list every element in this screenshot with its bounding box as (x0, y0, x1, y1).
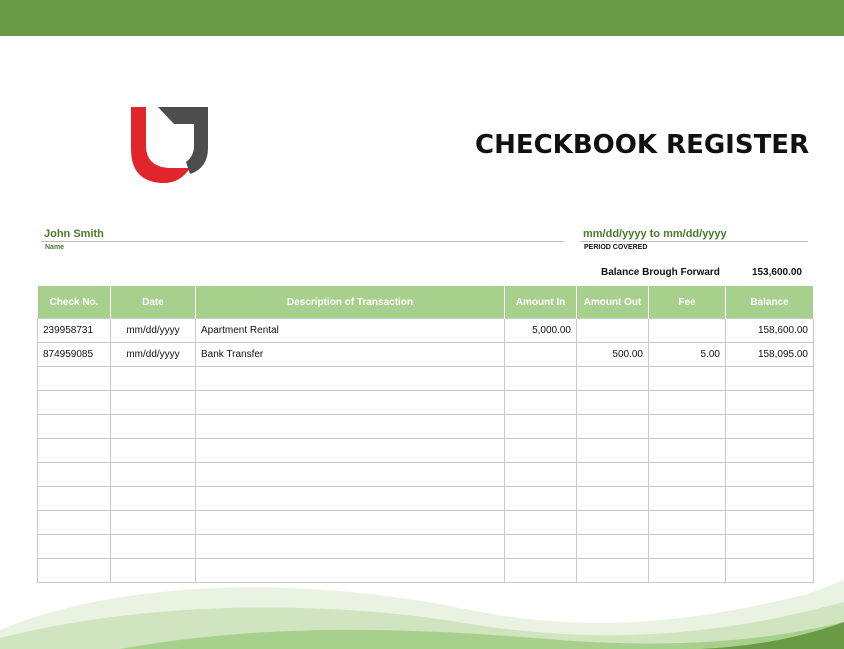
cell-description[interactable]: Bank Transfer (196, 343, 505, 367)
cell-balance[interactable] (726, 511, 814, 535)
cell-check-no[interactable] (38, 535, 111, 559)
period-value: mm/dd/yyyy to mm/dd/yyyy (583, 228, 727, 240)
cell-balance[interactable] (726, 415, 814, 439)
company-logo (128, 104, 212, 186)
cell-description[interactable] (196, 487, 505, 511)
col-date: Date (111, 286, 196, 319)
table-row (38, 487, 814, 511)
table-row (38, 415, 814, 439)
page-title: CHECKBOOK REGISTER (475, 130, 810, 160)
cell-balance[interactable] (726, 487, 814, 511)
cell-fee[interactable] (649, 439, 726, 463)
cell-date[interactable] (111, 511, 196, 535)
cell-date[interactable] (111, 439, 196, 463)
table-row (38, 439, 814, 463)
period-underline (580, 241, 808, 242)
cell-description[interactable] (196, 439, 505, 463)
table-row (38, 367, 814, 391)
cell-description[interactable] (196, 511, 505, 535)
cell-description[interactable] (196, 463, 505, 487)
cell-check-no[interactable] (38, 415, 111, 439)
footer-swoosh (0, 580, 844, 649)
balance-forward-value: 153,600.00 (751, 267, 802, 278)
cell-date[interactable] (111, 391, 196, 415)
header-row (38, 286, 814, 319)
table-row (38, 535, 814, 559)
period-field[interactable] (580, 228, 808, 251)
cell-date[interactable]: mm/dd/yyyy (111, 319, 196, 343)
cell-fee[interactable]: 5.00 (649, 343, 726, 367)
cell-fee[interactable] (649, 535, 726, 559)
cell-fee[interactable] (649, 319, 726, 343)
cell-amount-out[interactable] (577, 439, 649, 463)
balance-forward-label: Balance Brough Forward (601, 267, 720, 278)
cell-balance[interactable] (726, 391, 814, 415)
cell-description[interactable] (196, 391, 505, 415)
cell-description[interactable] (196, 535, 505, 559)
col-description: Description of Transaction (196, 286, 505, 319)
cell-amount-out[interactable] (577, 319, 649, 343)
cell-balance[interactable] (726, 367, 814, 391)
table-row (38, 511, 814, 535)
cell-date[interactable] (111, 559, 196, 583)
col-check-no: Check No. (38, 286, 111, 319)
cell-description[interactable]: Apartment Rental (196, 319, 505, 343)
table-row (38, 319, 814, 343)
cell-amount-out[interactable] (577, 463, 649, 487)
cell-balance[interactable]: 158,095.00 (726, 343, 814, 367)
cell-amount-in[interactable]: 5,000.00 (505, 319, 577, 343)
cell-amount-in[interactable] (505, 343, 577, 367)
cell-amount-out[interactable] (577, 487, 649, 511)
register-table (37, 286, 814, 583)
cell-amount-in[interactable] (505, 535, 577, 559)
cell-date[interactable] (111, 487, 196, 511)
cell-amount-in[interactable] (505, 391, 577, 415)
cell-check-no[interactable] (38, 367, 111, 391)
cell-fee[interactable] (649, 391, 726, 415)
cell-amount-in[interactable] (505, 487, 577, 511)
cell-amount-out[interactable]: 500.00 (577, 343, 649, 367)
col-amount-in: Amount In (505, 286, 577, 319)
cell-amount-in[interactable] (505, 439, 577, 463)
name-field[interactable] (41, 228, 564, 251)
cell-amount-out[interactable] (577, 415, 649, 439)
cell-amount-in[interactable] (505, 367, 577, 391)
cell-balance[interactable] (726, 535, 814, 559)
cell-fee[interactable] (649, 367, 726, 391)
cell-balance[interactable]: 158,600.00 (726, 319, 814, 343)
cell-balance[interactable] (726, 559, 814, 583)
name-value: John Smith (44, 228, 104, 240)
name-underline (41, 241, 564, 242)
cell-balance[interactable] (726, 463, 814, 487)
cell-amount-in[interactable] (505, 415, 577, 439)
top-banner (0, 0, 844, 36)
col-amount-out: Amount Out (577, 286, 649, 319)
cell-amount-in[interactable] (505, 559, 577, 583)
col-balance: Balance (726, 286, 814, 319)
cell-check-no[interactable] (38, 463, 111, 487)
cell-date[interactable] (111, 415, 196, 439)
period-caption: PERIOD COVERED (584, 244, 648, 251)
cell-check-no[interactable]: 874959085 (38, 343, 111, 367)
cell-amount-in[interactable] (505, 463, 577, 487)
cell-amount-out[interactable] (577, 535, 649, 559)
col-fee: Fee (649, 286, 726, 319)
cell-description[interactable] (196, 559, 505, 583)
cell-description[interactable] (196, 367, 505, 391)
cell-amount-out[interactable] (577, 511, 649, 535)
cell-fee[interactable] (649, 487, 726, 511)
cell-date[interactable] (111, 367, 196, 391)
table-row (38, 463, 814, 487)
cell-amount-in[interactable] (505, 511, 577, 535)
cell-date[interactable]: mm/dd/yyyy (111, 343, 196, 367)
cell-fee[interactable] (649, 559, 726, 583)
table-row (38, 559, 814, 583)
cell-date[interactable] (111, 535, 196, 559)
cell-fee[interactable] (649, 463, 726, 487)
cell-date[interactable] (111, 463, 196, 487)
cell-fee[interactable] (649, 415, 726, 439)
cell-check-no[interactable] (38, 439, 111, 463)
cell-amount-out[interactable] (577, 367, 649, 391)
cell-description[interactable] (196, 415, 505, 439)
cell-balance[interactable] (726, 439, 814, 463)
cell-check-no[interactable]: 239958731 (38, 319, 111, 343)
cell-check-no[interactable] (38, 511, 111, 535)
cell-fee[interactable] (649, 511, 726, 535)
cell-check-no[interactable] (38, 391, 111, 415)
cell-check-no[interactable] (38, 487, 111, 511)
name-caption: Name (45, 244, 65, 251)
table-row (38, 391, 814, 415)
cell-amount-out[interactable] (577, 391, 649, 415)
cell-amount-out[interactable] (577, 559, 649, 583)
table-row (38, 343, 814, 367)
cell-check-no[interactable] (38, 559, 111, 583)
